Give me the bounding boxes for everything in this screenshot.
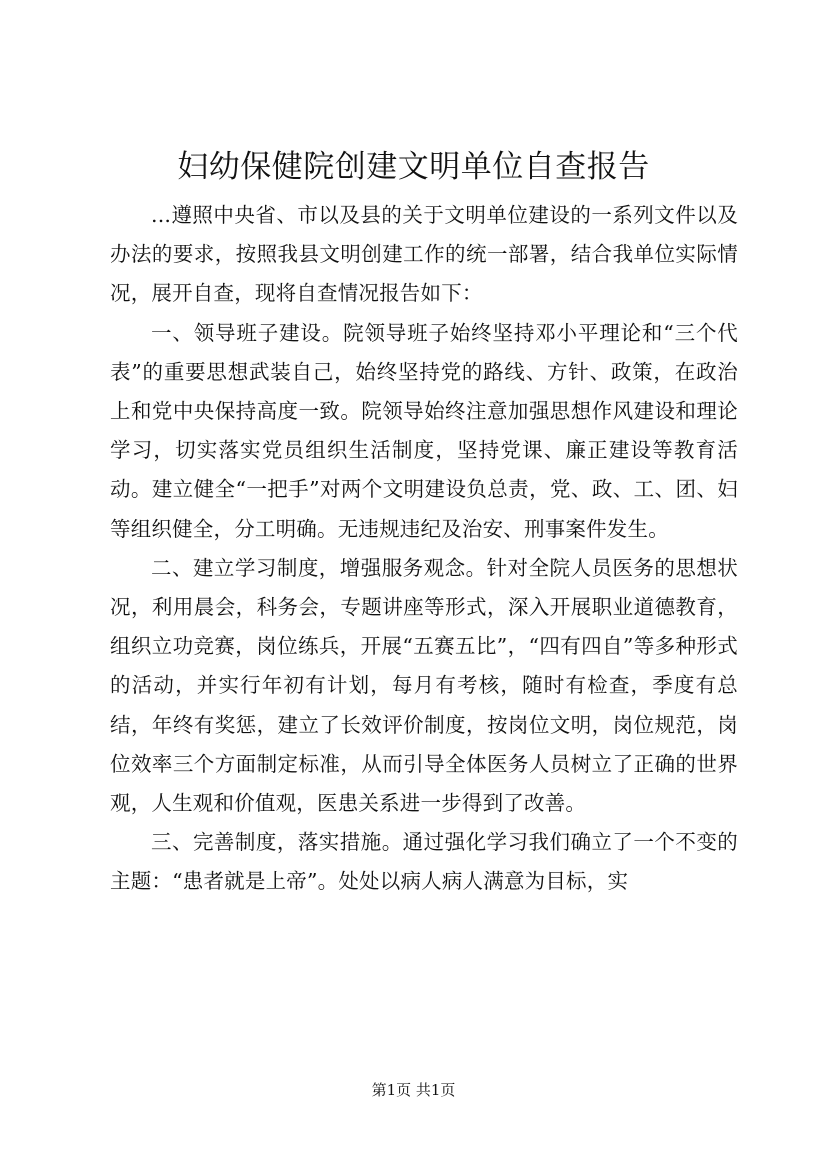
paragraph-measures: 三、完善制度，落实措施。通过强化学习我们确立了一个不变的主题：“患者就是上帝”。处处以病人病人满意为目标，实 [110,830,738,894]
paragraph-leadership: 一、领导班子建设。院领导班子始终坚持邓小平理论和“三个代表”的重要思想武装自己，始终坚持党的路线、方针、政策，在政治上和党中央保持高度一致。院领导始终注意加强思想作风建设和理论学习，切实落实党员组织生活制度，坚持党课、廉正建设等教育活动。建立健全“一把手”对两个文明建设负总责，党、政、工、团、妇等组织健全，分工明确。无违规违纪及治安、刑事案件发生。 [110,320,738,541]
page-footer: 第1页 共1页 [371,1081,456,1099]
paragraph-study-system: 二、建立学习制度，增强服务观念。针对全院人员医务的思想状况，利用晨会，科务会，专题讲座等形式，深入开展职业道德教育，组织立功竞赛，岗位练兵，开展“五赛五比”，“四有四自”等多种形式的活动，并实行年初有计划，每月有考核，随时有检查，季度有总结，年终有奖惩，建立了长效评价制度，按岗位文明，岗位规范，岗位效率三个方面制定标准，从而引导全体医务人员树立了正确的世界观，人生观和价值观，医患关系进一步得到了改善。 [110,555,738,816]
document-title: 妇幼保健院创建文明单位自查报告 [177,149,650,185]
paragraph-intro: ...遵照中央省、市以及县的关于文明单位建设的一系列文件以及办法的要求，按照我县文明创建工作的统一部署，结合我单位实际情况，展开自查，现将自查情况报告如下： [110,203,738,306]
document-body [110,196,738,902]
